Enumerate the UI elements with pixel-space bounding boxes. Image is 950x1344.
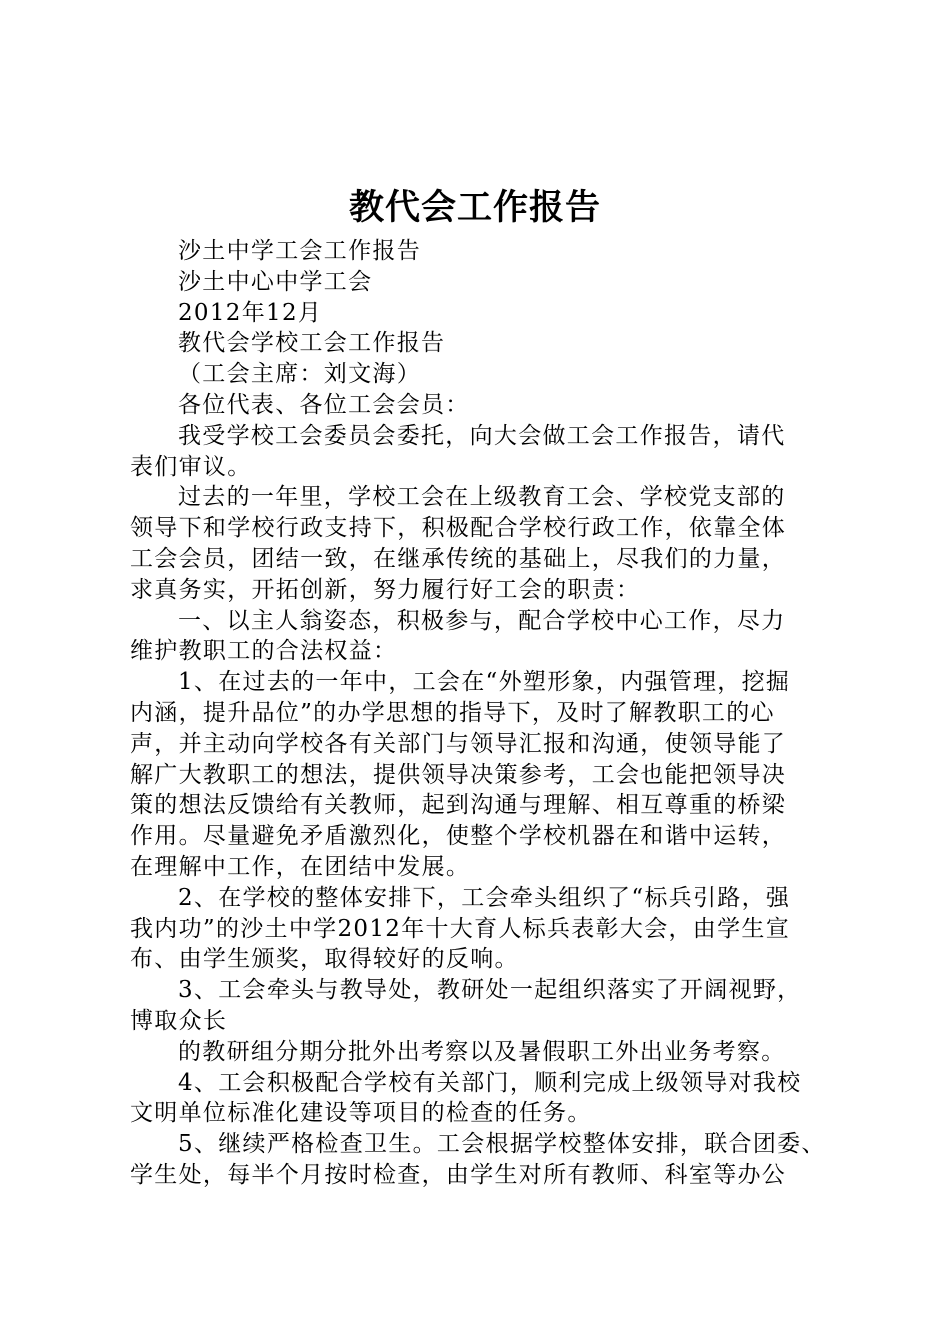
text-line: 领导下和学校行政支持下，积极配合学校行政工作，依靠全体 bbox=[130, 515, 787, 542]
text-line: 内涵，提升品位”的办学思想的指导下，及时了解教职工的心 bbox=[130, 699, 775, 726]
text-line: 2、在学校的整体安排下，工会牵头组织了“标兵引路，强 bbox=[178, 884, 791, 911]
text-line: 声，并主动向学校各有关部门与领导汇报和沟通，使领导能了 bbox=[130, 730, 787, 757]
text-line: 学生处，每半个月按时检查，由学生对所有教师、科室等办公 bbox=[130, 1161, 787, 1188]
text-line: 各位代表、各位工会会员： bbox=[178, 391, 470, 418]
text-line: 4、工会积极配合学校有关部门，顺利完成上级领导对我校 bbox=[178, 1069, 802, 1096]
text-line: 作用。尽量避免矛盾激烈化，使整个学校机器在和谐中运转， bbox=[130, 823, 787, 850]
text-line: 的教研组分期分批外出考察以及暑假职工外出业务考察。 bbox=[178, 1038, 786, 1065]
document-body bbox=[130, 236, 834, 1191]
text-line: 工会会员，团结一致，在继承传统的基础上，尽我们的力量， bbox=[130, 545, 787, 572]
text-line: （工会主席：刘文海） bbox=[178, 361, 421, 388]
text-line: 解广大教职工的想法，提供领导决策参考，工会也能把领导决 bbox=[130, 761, 787, 788]
document-title: 教代会工作报告 bbox=[348, 188, 601, 228]
text-line: 求真务实，开拓创新，努力履行好工会的职责： bbox=[130, 576, 641, 603]
text-line: 策的想法反馈给有关教师，起到沟通与理解、相互尊重的桥梁 bbox=[130, 792, 787, 819]
text-line: 我内功”的沙土中学2012年十大育人标兵表彰大会，由学生宣 bbox=[130, 915, 790, 942]
text-line: 在理解中工作，在团结中发展。 bbox=[130, 853, 471, 880]
text-line: 3、工会牵头与教导处，教研处一起组织落实了开阔视野， bbox=[178, 977, 802, 1004]
text-line: 文明单位标准化建设等项目的检查的任务。 bbox=[130, 1100, 592, 1127]
text-line: 过去的一年里，学校工会在上级教育工会、学校党支部的 bbox=[178, 484, 786, 511]
text-line: 我受学校工会委员会委托，向大会做工会工作报告，请代 bbox=[178, 422, 786, 449]
text-line: 维护教职工的合法权益： bbox=[130, 638, 398, 665]
text-line: 教代会学校工会工作报告 bbox=[178, 330, 446, 357]
text-line: 一、以主人翁姿态，积极参与，配合学校中心工作，尽力 bbox=[178, 607, 786, 634]
text-line: 1、在过去的一年中，工会在“外塑形象，内强管理，挖掘 bbox=[178, 669, 791, 696]
text-line: 布、由学生颁奖，取得较好的反响。 bbox=[130, 946, 519, 973]
text-line: 表们审议。 bbox=[130, 453, 252, 480]
text-line: 博取众长 bbox=[130, 1007, 228, 1034]
text-line: 5、继续严格检查卫生。工会根据学校整体安排，联合团委、 bbox=[178, 1131, 826, 1158]
text-line: 2012年12月 bbox=[178, 299, 323, 326]
text-line: 沙土中心中学工会 bbox=[178, 268, 373, 295]
text-line: 沙土中学工会工作报告 bbox=[178, 238, 421, 264]
